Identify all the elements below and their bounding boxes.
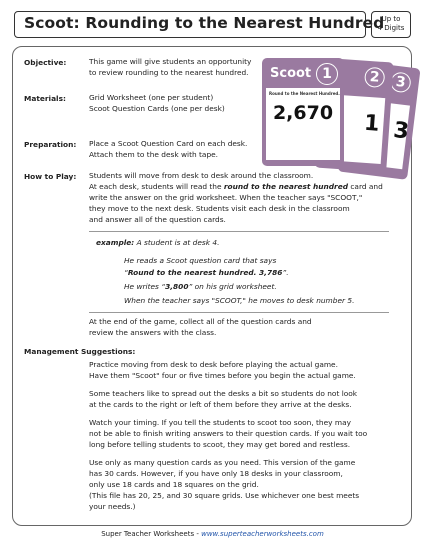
example-line-4: When the teacher says "SCOOT," he moves to desk number 5.: [124, 296, 355, 305]
management-p1-line-2: Have them "Scoot" four or five times before you begin the actual game.: [89, 371, 356, 380]
badge-line-1: Up to: [381, 15, 401, 23]
end-line-2: review the answers with the class.: [89, 328, 217, 337]
example-line-2: “Round to the nearest hundred. 3,786”.: [124, 268, 289, 277]
management-p2-line-1: Some teachers like to spread out the desks a bit so students do not look: [89, 389, 358, 398]
badge-line-2: 4 Digits: [377, 24, 405, 32]
materials-line-2: Scoot Question Cards (one per desk): [89, 104, 225, 113]
card-two-number: 2: [364, 67, 385, 88]
management-p4-line-5: your needs.): [89, 502, 136, 511]
management-p4-line-3: only use 18 cards and 18 squares on the grid.: [89, 480, 259, 489]
grade-badge: [371, 11, 411, 38]
card-subtitle: Round to the Nearest Hundred.: [269, 91, 340, 96]
card-one: [262, 58, 344, 166]
page-title: Scoot: Rounding to the Nearest Hundred: [24, 14, 385, 32]
card-three-peek: 3: [392, 117, 411, 145]
footer-prefix: Super Teacher Worksheets -: [101, 530, 202, 538]
card-brand: Scoot: [270, 66, 312, 81]
card-three-number: 3: [390, 71, 412, 93]
management-p3-line-2: not be able to finish writing answers to their question cards. If you wait too: [89, 429, 368, 438]
management-p1-line-1: Practice moving from desk to desk before playing the actual game.: [89, 360, 338, 369]
objective-line-1: This game will give students an opportunity: [89, 57, 252, 66]
card-two-peek: 1: [363, 110, 381, 137]
example-divider-top: [89, 231, 389, 232]
end-line-1: At the end of the game, collect all of the question cards and: [89, 317, 312, 326]
how-to-play-line-1: Students will move from desk to desk around the classroom.: [89, 171, 314, 180]
footer-link[interactable]: www.superteacherworksheets.com: [201, 530, 324, 538]
management-p3-line-3: long before telling students to scoot, they may get bored and restless.: [89, 440, 351, 449]
how-to-play-line-5: and answer all of the question cards.: [89, 215, 226, 224]
preparation-line-2: Attach them to the desk with tape.: [89, 150, 219, 159]
example-line-3: He writes “3,800” on his grid worksheet.: [124, 282, 277, 291]
card-one-number: 1: [316, 63, 338, 85]
management-label: Management Suggestions:: [24, 347, 136, 356]
example-line-1: He reads a Scoot question card that says: [124, 256, 277, 265]
materials-line-1: Grid Worksheet (one per student): [89, 93, 214, 102]
footer: [0, 530, 425, 538]
objective-line-2: to review rounding to the nearest hundred.: [89, 68, 249, 77]
how-to-play-line-4: they move to the next desk. Students visit each desk in the classroom: [89, 204, 350, 213]
how-to-play-line-2: At each desk, students will read the round to the nearest hundred card and: [89, 182, 383, 191]
how-to-play-label: How to Play:: [24, 172, 77, 181]
management-p4-line-2: has 30 cards. However, if you have only 18 desks in your classroom,: [89, 469, 343, 478]
how-to-play-line-3: write the answer on the grid worksheet. When the teacher says "SCOOT,": [89, 193, 363, 202]
example-intro: example: A student is at desk 4.: [96, 238, 220, 247]
materials-label: Materials:: [24, 94, 66, 103]
management-p3-line-1: Watch your timing. If you tell the students to scoot too soon, they may: [89, 418, 351, 427]
card-question-number: 2,670: [272, 102, 334, 124]
management-p2-line-2: at the cards to the right or left of them before they arrive at the desks.: [89, 400, 352, 409]
preparation-label: Preparation:: [24, 140, 77, 149]
objective-label: Objective:: [24, 58, 67, 67]
example-divider-bottom: [89, 312, 389, 313]
management-p4-line-4: (This file has 20, 25, and 30 square grids. Use whichever one best meets: [89, 491, 360, 500]
management-p4-line-1: Use only as many question cards as you need. This version of the game: [89, 458, 356, 467]
preparation-line-1: Place a Scoot Question Card on each desk.: [89, 139, 248, 148]
